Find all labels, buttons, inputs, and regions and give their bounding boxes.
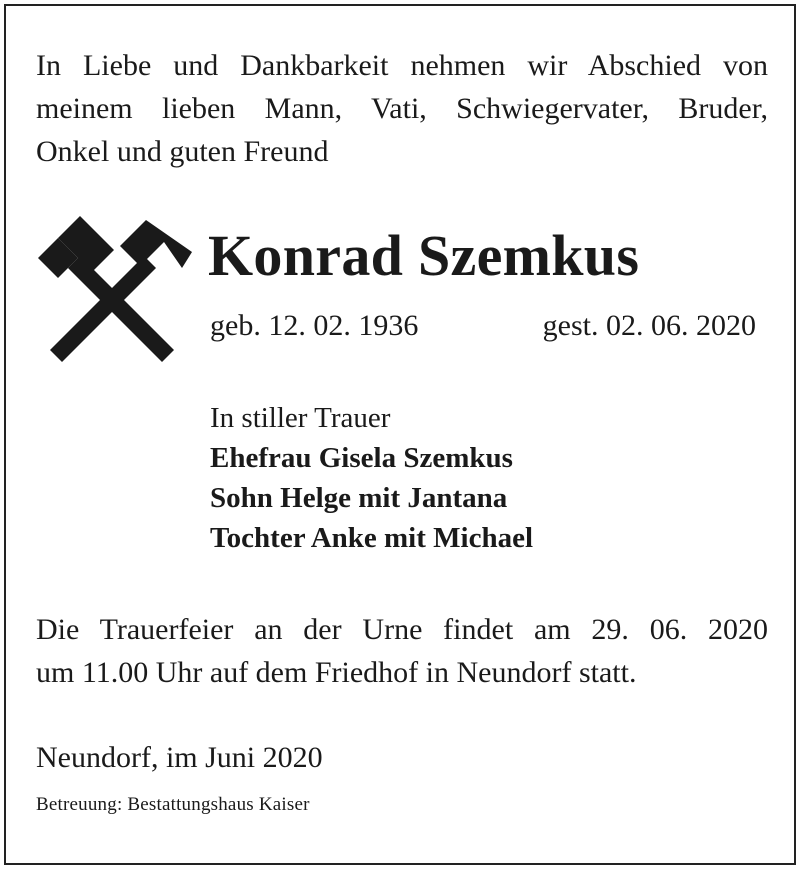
mourner-name: Tochter Anke mit Michael [210, 522, 534, 554]
funeral-home-credit: Betreuung: Bestattungshaus Kaiser [36, 794, 310, 815]
service-info [36, 608, 768, 694]
place-and-date: Neundorf, im Juni 2020 [36, 741, 323, 774]
deceased-name: Konrad Szemkus [208, 223, 640, 288]
mourner-name: Ehefrau Gisela Szemkus [210, 442, 513, 474]
intro-text [36, 44, 768, 173]
intro-line-1: In Liebe und Dankbarkeit nehmen wir Abschied von [36, 49, 768, 82]
mourners-block [210, 398, 533, 558]
intro-line-3: Onkel und guten Freund [36, 135, 329, 168]
intro-line-2: meinem lieben Mann, Vati, Schwiegervater, Bruder, [36, 92, 768, 125]
obituary-notice [4, 4, 796, 865]
death-date: gest. 02. 06. 2020 [542, 309, 756, 342]
mourners-heading: In stiller Trauer [210, 402, 391, 434]
mourner-name: Sohn Helge mit Jantana [210, 482, 508, 514]
birth-date: geb. 12. 02. 1936 [210, 309, 419, 342]
service-line-1: Die Trauerfeier an der Urne findet am 29. 06. 2020 [36, 613, 768, 646]
service-line-2: um 11.00 Uhr auf dem Friedhof in Neundorf statt. [36, 656, 637, 689]
hammer-and-pick-icon [32, 216, 192, 366]
